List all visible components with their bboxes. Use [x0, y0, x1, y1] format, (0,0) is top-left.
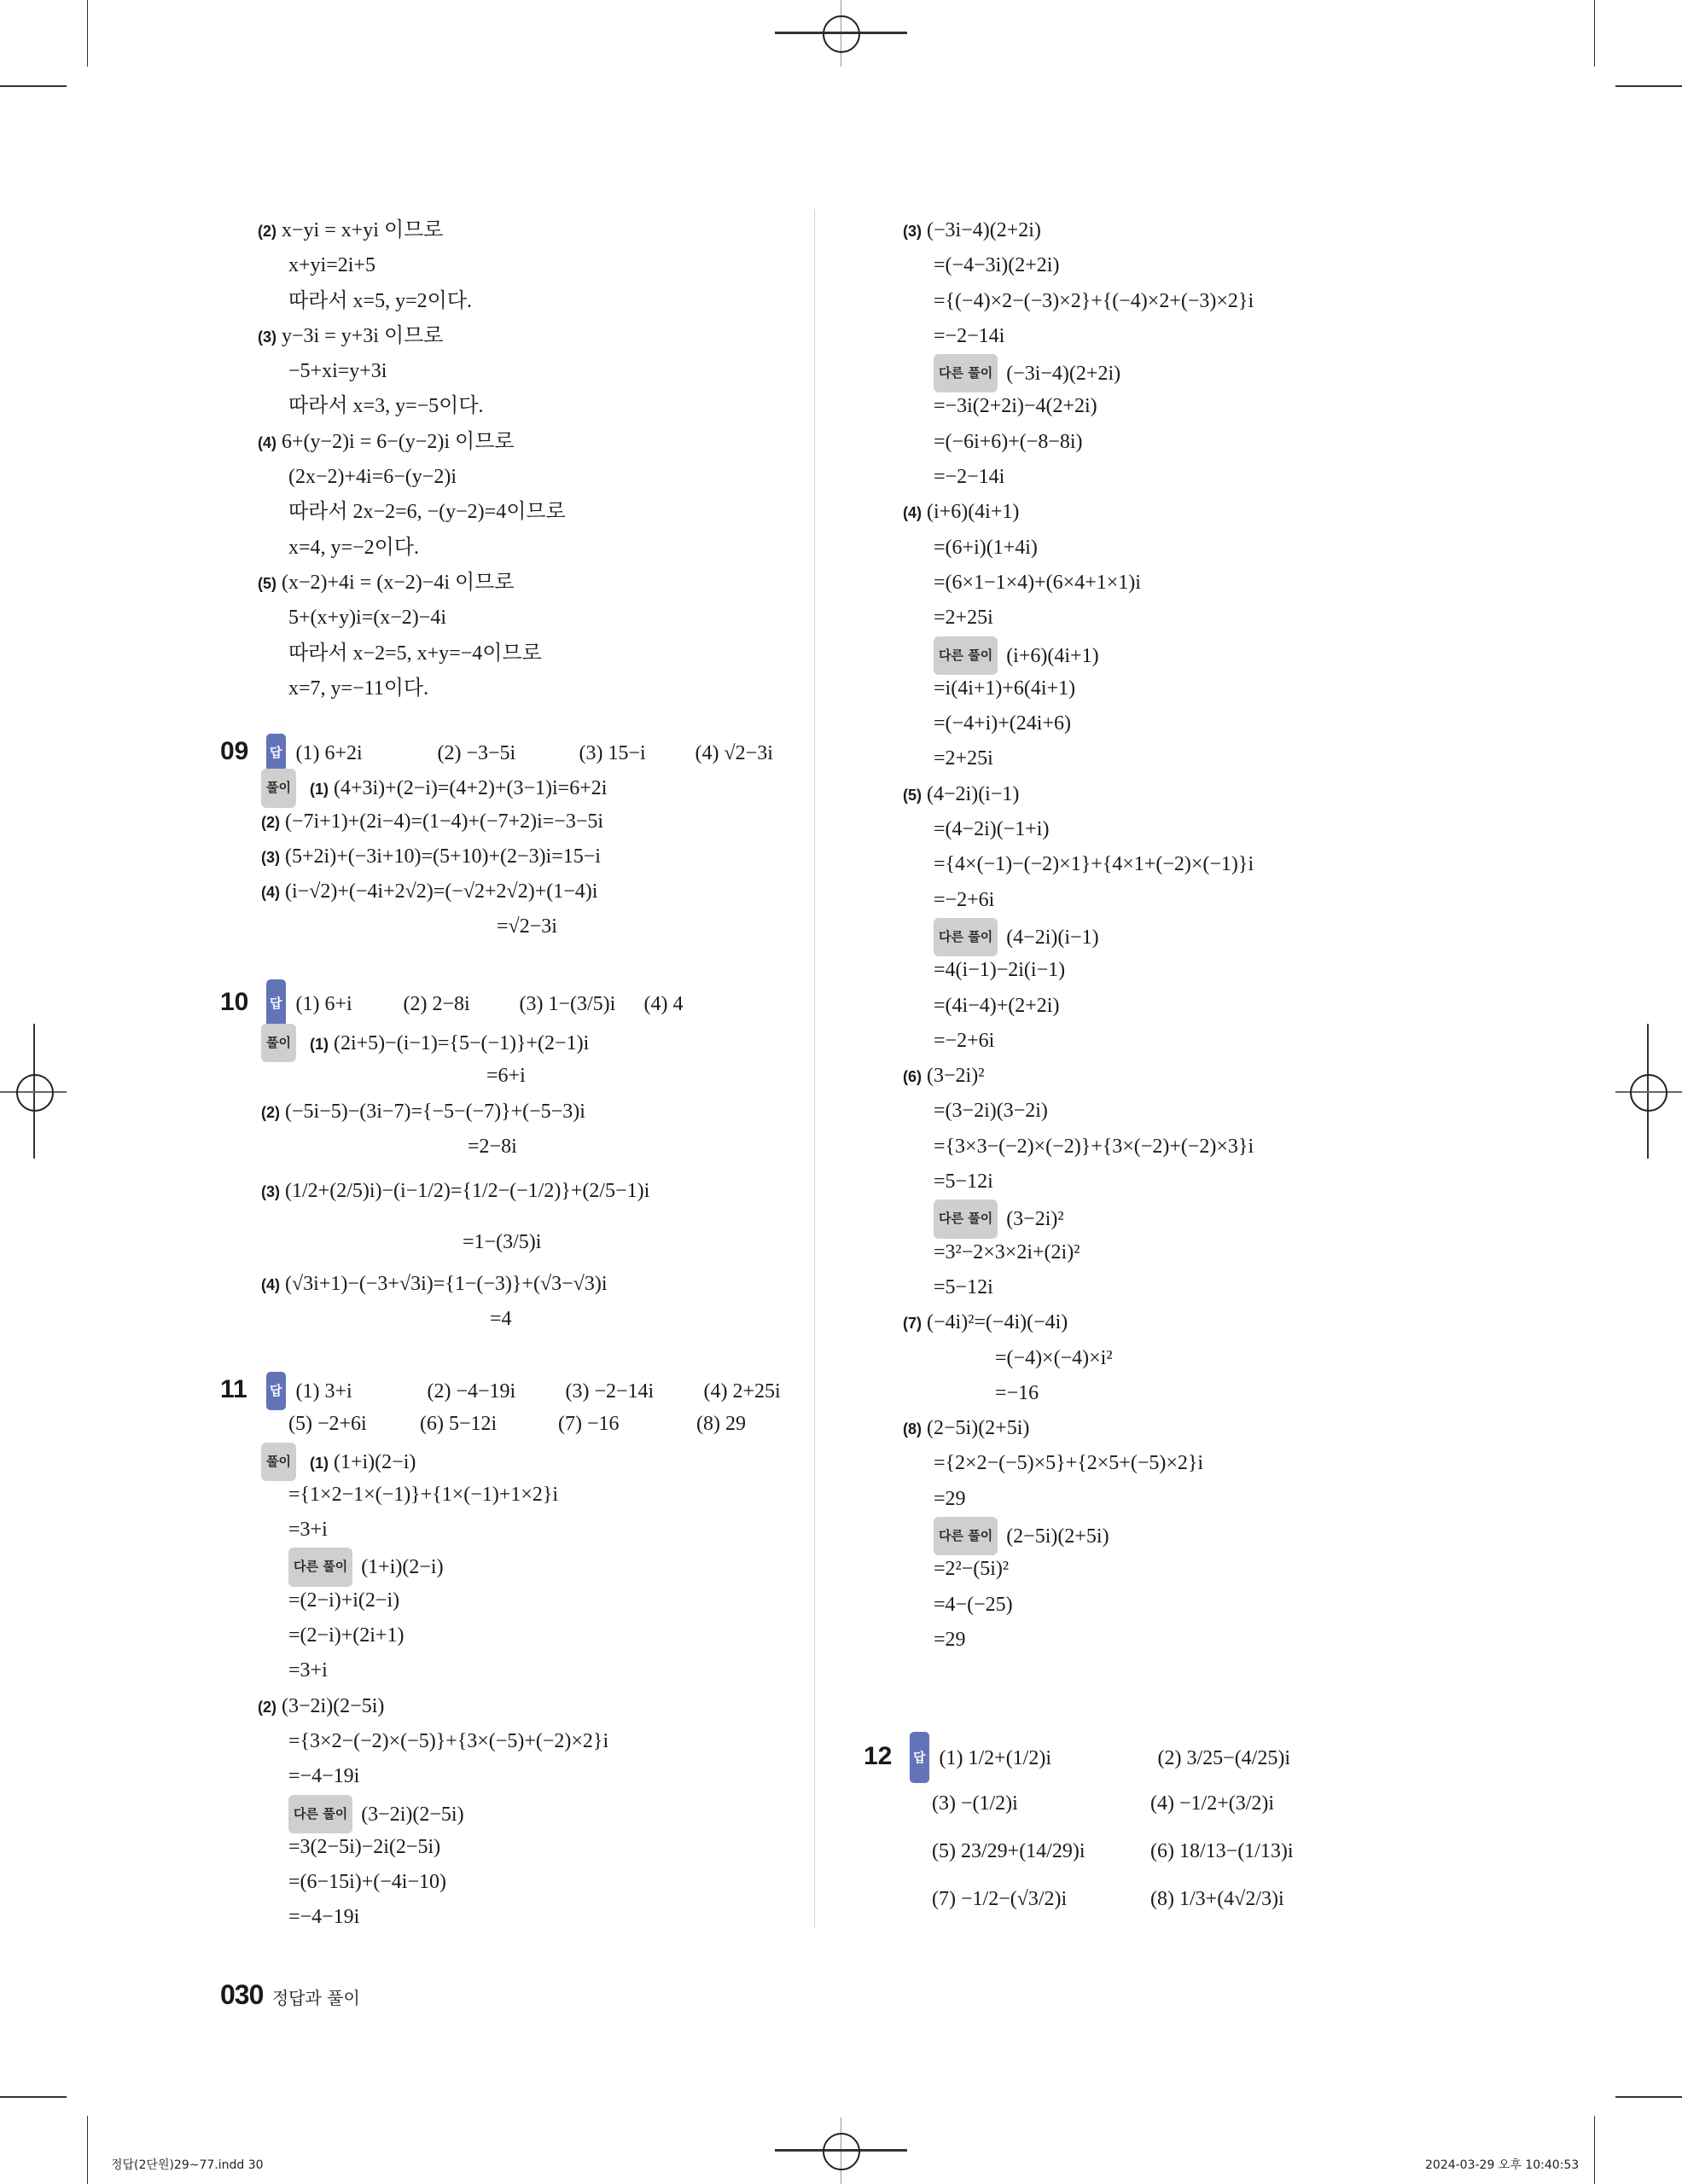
solution-line: 5+(x+y)i=(x−2)−4i [288, 607, 446, 630]
crop-mark-top-right-v [1594, 0, 1595, 67]
answer-item: (2) −4−19i [427, 1380, 516, 1403]
solution-line: (i+6)(4i+1) [1006, 644, 1099, 667]
solution-line: =(6×1−1×4)+(6×4+1×1)i [934, 571, 1141, 594]
sub-label: (1) [309, 1036, 329, 1053]
solution-line: =−16 [995, 1381, 1039, 1404]
solution-line: =5−12i [934, 1170, 993, 1194]
sub-label: (6) [903, 1068, 922, 1086]
solution-line: (1/2+(2/5)i)−(i−1/2)={1/2−(−1/2)}+(2/5−1)i [285, 1180, 650, 1203]
solution-line: x+yi=2i+5 [288, 254, 375, 277]
solution-line: =i(4i+1)+6(4i+1) [934, 677, 1076, 700]
answer-item: (3) −2−14i [565, 1380, 655, 1403]
solution-line: (x−2)+4i = (x−2)−4i 이므로 [282, 571, 515, 594]
answer-item: (6) 5−12i [420, 1413, 498, 1436]
solution-line: (i−√2)+(−4i+2√2)=(−√2+2√2)+(1−4)i [285, 880, 598, 903]
solution-line: (2i+5)−(i−1)={5−(−1)}+(2−1)i [333, 1032, 590, 1054]
answer-item: (2) −3−5i [437, 742, 516, 764]
solution-line: =√2−3i [497, 915, 557, 938]
solution-line: =3+i [288, 1659, 328, 1682]
question-12 [864, 1732, 1461, 1923]
solution-line: =2²−(5i)² [934, 1558, 1010, 1581]
sub-label: (1) [309, 1454, 329, 1472]
sub-label: (7) [903, 1315, 922, 1333]
solution-badge: 풀이 [261, 1024, 296, 1062]
sub-label: (3) [258, 328, 276, 346]
sub-label: (5) [903, 786, 922, 804]
solution-line: =(4−2i)(−1+i) [934, 818, 1050, 841]
alt-solution-badge: 다른 풀이 [934, 354, 998, 392]
solution-line: (−4i)²=(−4i)(−4i) [927, 1311, 1068, 1334]
solution-line: ={1×2−1×(−1)}+{1×(−1)+1×2}i [288, 1483, 559, 1506]
solution-line: (2−5i)(2+5i) [927, 1417, 1030, 1440]
sub-label: (1) [309, 781, 329, 799]
alt-solution-badge: 다른 풀이 [934, 1199, 998, 1238]
answer-badge: 답 [266, 979, 286, 1027]
answer-item: (8) 29 [696, 1413, 746, 1436]
solution-line: =3+i [288, 1519, 328, 1542]
solution-badge: 풀이 [261, 1443, 296, 1481]
right-column [903, 213, 1483, 1658]
crop-mark-bottom-left-h [0, 2096, 67, 2098]
solution-line: ={3×2−(−2)×(−5)}+{3×(−5)+(−2)×2}i [288, 1729, 609, 1752]
crop-mark-top-left-v [87, 0, 88, 67]
answer-item: (4) √2−3i [695, 742, 773, 764]
sub-label: (4) [261, 1276, 280, 1294]
answer-item: (1) 6+2i [295, 742, 363, 764]
solution-line: =−2−14i [934, 324, 1005, 347]
solution-line: =−2+6i [934, 1029, 995, 1052]
solution-line: =−4−19i [288, 1906, 360, 1929]
slug-timestamp: 2024-03-29 오후 10:40:53 [1425, 2158, 1580, 2172]
answer-item: (7) −16 [558, 1413, 620, 1436]
solution-line: (4+3i)+(2−i)=(4+2)+(3−1)i=6+2i [333, 777, 608, 800]
solution-line: =(4i−4)+(2+2i) [934, 994, 1060, 1017]
solution-line: (−7i+1)+(2i−4)=(1−4)+(−7+2)i=−3−5i [285, 810, 604, 833]
question-09 [220, 734, 800, 945]
sub-label: (2) [258, 1698, 276, 1716]
solution-line: =(−4−3i)(2+2i) [934, 254, 1060, 277]
sub-label: (4) [903, 504, 922, 522]
alt-solution-badge: 다른 풀이 [288, 1795, 352, 1833]
solution-line: y−3i = y+3i 이므로 [282, 324, 444, 347]
answer-item: (3) 15−i [579, 742, 646, 764]
crop-mark-bottom-right-h [1615, 2096, 1682, 2098]
solution-line: 따라서 x=5, y=2이다. [288, 289, 472, 312]
answer-item: (4) 4 [643, 993, 684, 1015]
crop-mark-top-right-h [1615, 85, 1682, 87]
sub-label: (8) [903, 1420, 922, 1438]
solution-line: 따라서 2x−2=6, −(y−2)=4이므로 [288, 501, 566, 524]
answer-item: (4) −1/2+(3/2)i [1150, 1792, 1275, 1815]
sub-label: (2) [261, 1103, 280, 1121]
sub-label: (4) [261, 884, 280, 902]
sub-label: (3) [261, 1183, 280, 1201]
sub-label: (2) [261, 813, 280, 831]
solution-line: 따라서 x=3, y=−5이다. [288, 395, 484, 418]
solution-line: =(2−i)+(2i+1) [288, 1624, 404, 1647]
solution-line: =4−(−25) [934, 1593, 1013, 1616]
answer-item: (3) 1−(3/5)i [519, 993, 616, 1015]
answer-badge: 답 [266, 1372, 286, 1410]
solution-line: (1+i)(2−i) [361, 1556, 444, 1579]
solution-line: 6+(y−2)i = 6−(y−2)i 이므로 [282, 430, 515, 453]
question-10 [220, 979, 800, 1338]
crop-mark-bottom-right-v [1594, 2116, 1595, 2184]
sub-label: (3) [261, 848, 280, 866]
solution-line: 따라서 x−2=5, x+y=−4이므로 [288, 642, 542, 665]
sub-label: (2) [258, 223, 276, 240]
answer-item: (2) 3/25−(4/25)i [1157, 1747, 1291, 1769]
solution-line: =2+25i [934, 747, 993, 770]
solution-line: (2x−2)+4i=6−(y−2)i [288, 466, 457, 489]
answer-item: (6) 18/13−(1/13)i [1150, 1840, 1294, 1862]
solution-line: ={3×3−(−2)×(−2)}+{3×(−2)+(−2)×3}i [934, 1135, 1254, 1158]
solution-line: (3−2i)² [1006, 1208, 1064, 1231]
question-number: 12 [864, 1742, 893, 1770]
solution-line: ={(−4)×2−(−3)×2}+{(−4)×2+(−3)×2}i [934, 289, 1254, 312]
solution-line: −5+xi=y+3i [288, 360, 387, 383]
page-footer [220, 1979, 360, 2011]
solution-line: =5−12i [934, 1275, 993, 1298]
answer-item: (2) 2−8i [403, 993, 470, 1015]
solution-line: =3(2−5i)−2i(2−5i) [288, 1835, 441, 1858]
solution-line: =(−4+i)+(24i+6) [934, 712, 1071, 735]
answer-item: (1) 3+i [295, 1380, 352, 1403]
question-number: 11 [220, 1375, 247, 1403]
page-number: 030 [220, 1979, 264, 2010]
solution-line: (−5i−5)−(3i−7)={−5−(−7)}+(−5−3)i [285, 1100, 585, 1123]
solution-line: =(−6i+6)+(−8−8i) [934, 430, 1083, 453]
solution-line: (−3i−4)(2+2i) [1006, 363, 1121, 386]
answer-item: (7) −1/2−(√3/2)i [932, 1888, 1068, 1910]
solution-line: =1−(3/5)i [463, 1231, 542, 1254]
solution-line: =(2−i)+i(2−i) [288, 1589, 400, 1612]
solution-line: =4 [490, 1308, 512, 1331]
alt-solution-badge: 다른 풀이 [288, 1548, 352, 1586]
solution-line: (−3i−4)(2+2i) [927, 219, 1041, 241]
answer-item: (1) 1/2+(1/2)i [939, 1747, 1052, 1769]
column-divider [814, 209, 815, 1928]
answer-badge: 답 [266, 734, 286, 772]
left-column [258, 213, 804, 706]
sub-label: (4) [258, 433, 276, 451]
solution-line: =(−4)×(−4)×i² [995, 1346, 1113, 1369]
alt-solution-badge: 다른 풀이 [934, 918, 998, 956]
solution-line: (2−5i)(2+5i) [1006, 1525, 1109, 1548]
question-11 [220, 1372, 800, 1936]
solution-line: (√3i+1)−(−3+√3i)={1−(−3)}+(√3−√3)i [285, 1273, 608, 1296]
solution-line: ={4×(−1)−(−2)×1}+{4×1+(−2)×(−1)}i [934, 853, 1254, 876]
solution-line: =29 [934, 1628, 966, 1651]
solution-line: (5+2i)+(−3i+10)=(5+10)+(2−3)i=15−i [285, 845, 601, 868]
solution-line: x=4, y=−2이다. [288, 536, 419, 559]
solution-line: =4(i−1)−2i(i−1) [934, 959, 1066, 982]
solution-line: =−2−14i [934, 466, 1005, 489]
answer-item: (8) 1/3+(4√2/3)i [1150, 1888, 1284, 1910]
solution-line: (3−2i)² [927, 1065, 985, 1088]
solution-line: =2+25i [934, 607, 993, 630]
solution-badge: 풀이 [261, 769, 296, 807]
answer-item: (4) 2+25i [703, 1380, 781, 1403]
alt-solution-badge: 다른 풀이 [934, 636, 998, 675]
solution-line: =(6+i)(1+4i) [934, 536, 1038, 559]
solution-line: (1+i)(2−i) [333, 1450, 416, 1473]
answer-badge: 답 [910, 1732, 929, 1783]
solution-line: =3²−2×3×2i+(2i)² [934, 1240, 1080, 1263]
question-number: 09 [220, 737, 249, 765]
solution-line: =−3i(2+2i)−4(2+2i) [934, 395, 1097, 418]
answer-item: (1) 6+i [295, 993, 352, 1015]
solution-line: =6+i [486, 1065, 526, 1088]
sub-label: (5) [258, 574, 276, 592]
solution-line: =−4−19i [288, 1765, 360, 1788]
solution-line: =−2+6i [934, 888, 995, 911]
solution-line: =(3−2i)(3−2i) [934, 1100, 1048, 1123]
answer-item: (5) 23/29+(14/29)i [932, 1840, 1085, 1862]
solution-line: =2−8i [468, 1135, 517, 1158]
solution-line: x=7, y=−11이다. [288, 677, 429, 700]
answer-item: (3) −(1/2)i [932, 1792, 1018, 1815]
q08-continued [258, 213, 804, 706]
solution-line: (4−2i)(i−1) [927, 782, 1020, 805]
answer-item: (5) −2+6i [288, 1413, 367, 1436]
page-title: 정답과 풀이 [271, 1988, 360, 2008]
solution-line: (3−2i)(2−5i) [361, 1803, 464, 1826]
crop-mark-top-left-h [0, 85, 67, 87]
slug-file-info: 정답(2단원)29~77.indd 30 [111, 2158, 264, 2172]
solution-line: ={2×2−(−5)×5}+{2×5+(−5)×2}i [934, 1452, 1204, 1475]
solution-line: =(6−15i)+(−4i−10) [288, 1871, 446, 1894]
sub-label: (3) [903, 223, 922, 240]
solution-line: =29 [934, 1487, 966, 1510]
solution-line: x−yi = x+yi 이므로 [282, 219, 444, 241]
question-number: 10 [220, 988, 249, 1016]
solution-line: (4−2i)(i−1) [1006, 926, 1099, 949]
crop-mark-bottom-left-v [87, 2116, 88, 2184]
alt-solution-badge: 다른 풀이 [934, 1517, 998, 1555]
solution-line: (3−2i)(2−5i) [282, 1694, 385, 1717]
solution-line: (i+6)(4i+1) [927, 501, 1020, 524]
